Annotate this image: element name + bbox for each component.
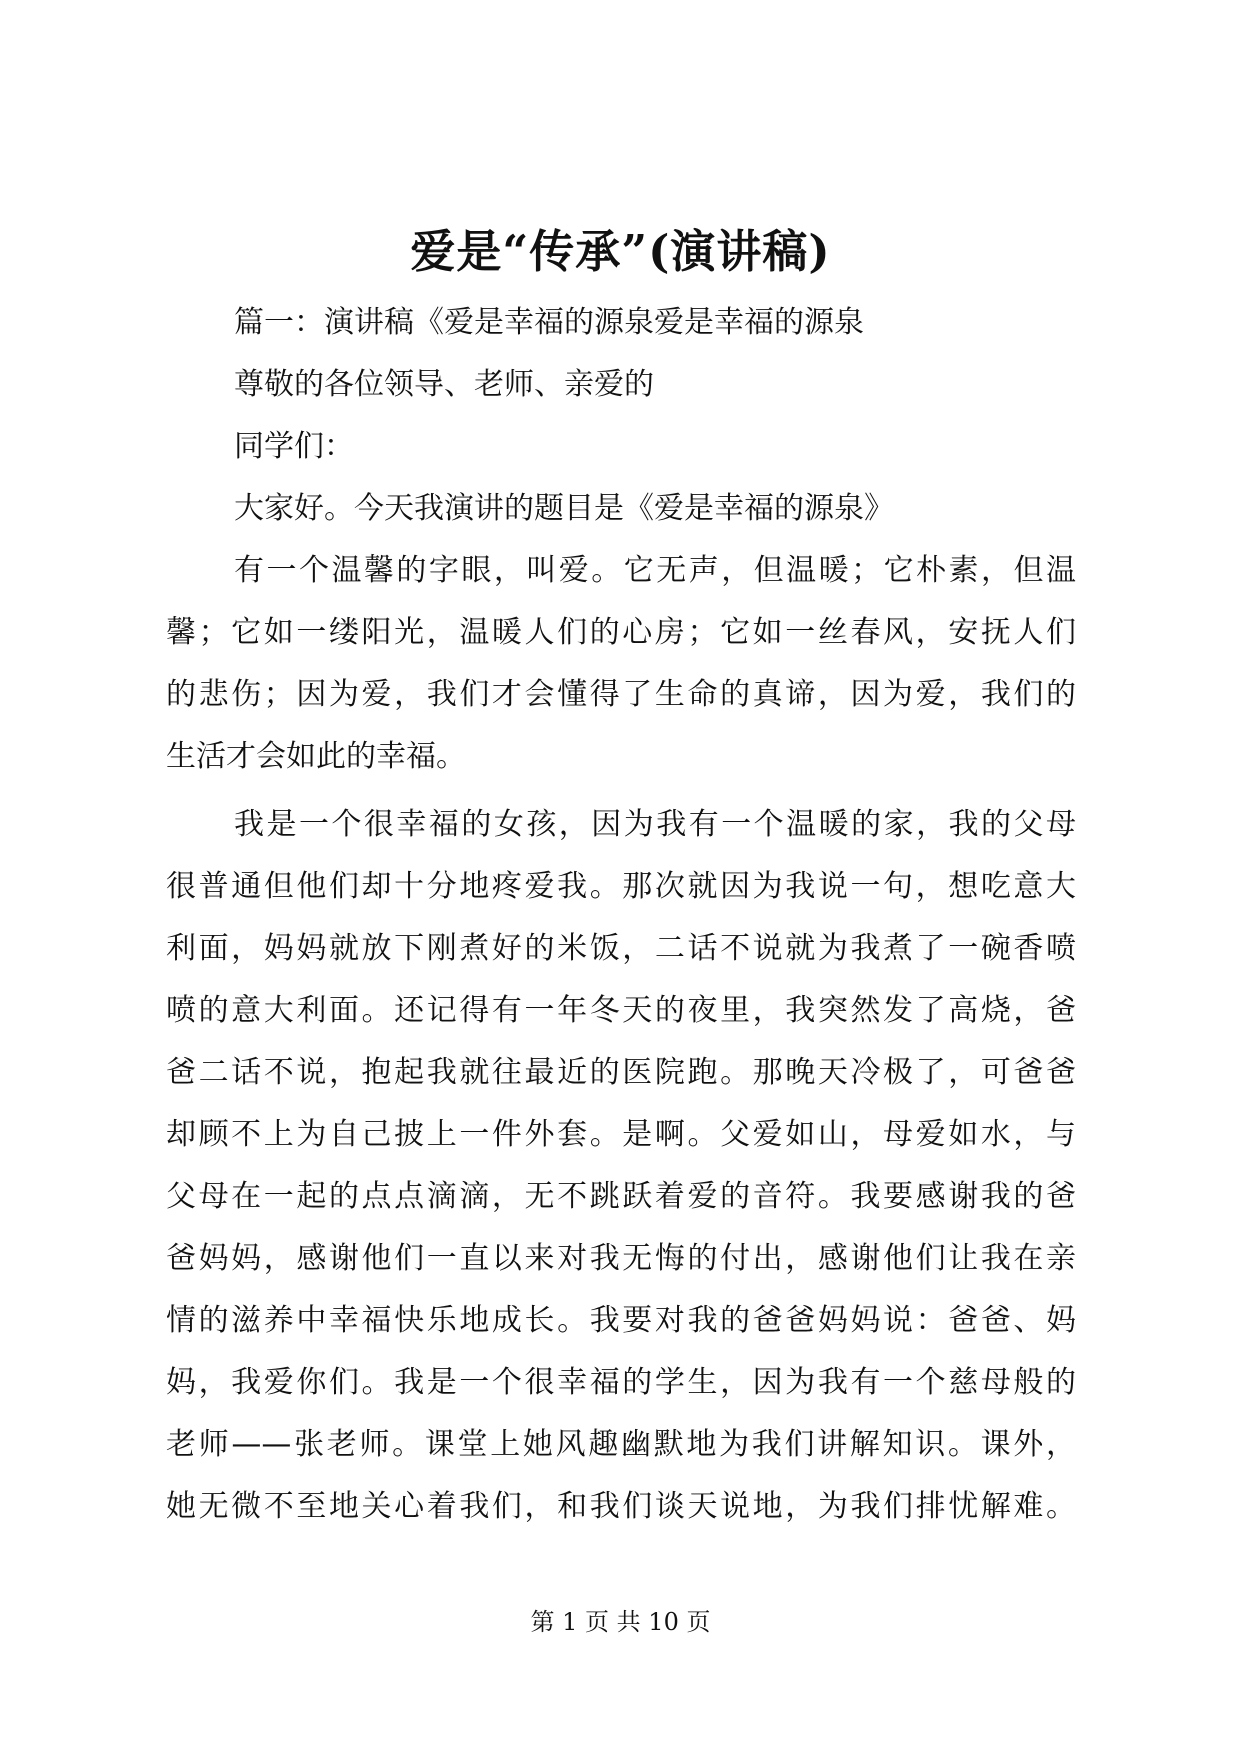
salutation-line: 尊敬的各位领导、老师、亲爱的 [234,367,654,402]
paragraph-line: 她无微不至地关心着我们，和我们谈天说地，为我们排忧解难。 [166,1489,1076,1524]
paragraph-line: 老师——张老师。课堂上她风趣幽默地为我们讲解知识。课外， [166,1427,1076,1462]
paragraph-line: 馨；它如一缕阳光，温暖人们的心房；它如一丝春风，安抚人们 [166,615,1076,650]
paragraph-line: 父母在一起的点点滴滴，无不跳跃着爱的音符。我要感谢我的爸 [166,1179,1076,1214]
paragraph-line: 爸二话不说，抱起我就往最近的医院跑。那晚天冷极了，可爸爸 [166,1055,1076,1090]
paragraph-line: 妈，我爱你们。我是一个很幸福的学生，因为我有一个慈母般的 [166,1365,1076,1400]
paragraph-line: 喷的意大利面。还记得有一年冬天的夜里，我突然发了高烧，爸 [166,993,1076,1028]
paragraph-line: 我是一个很幸福的女孩，因为我有一个温暖的家，我的父母 [234,807,1076,842]
section-heading: 篇一：演讲稿《爱是幸福的源泉爱是幸福的源泉 [234,305,864,340]
document-title: 爱是“传承”(演讲稿) [410,225,831,278]
paragraph-line: 的悲伤；因为爱，我们才会懂得了生命的真谛，因为爱，我们的 [166,677,1076,712]
paragraph-line: 情的滋养中幸福快乐地成长。我要对我的爸爸妈妈说：爸爸、妈 [166,1303,1076,1338]
paragraph-line: 有一个温馨的字眼，叫爱。它无声，但温暖；它朴素，但温 [234,553,1076,588]
salutation-line: 同学们： [234,429,354,464]
paragraph-line: 爸妈妈，感谢他们一直以来对我无悔的付出，感谢他们让我在亲 [166,1241,1076,1276]
page-footer: 第 1 页 共 10 页 [530,1608,711,1636]
paragraph-line: 利面，妈妈就放下刚煮好的米饭，二话不说就为我煮了一碗香喷 [166,931,1076,966]
paragraph-line: 却顾不上为自己披上一件外套。是啊。父爱如山，母爱如水，与 [166,1117,1076,1152]
greeting-line: 大家好。今天我演讲的题目是《爱是幸福的源泉》 [234,491,894,526]
document-body [166,292,1076,1538]
paragraph-line: 很普通但他们却十分地疼爱我。那次就因为我说一句，想吃意大 [166,869,1076,904]
paragraph-line: 生活才会如此的幸福。 [166,739,466,774]
